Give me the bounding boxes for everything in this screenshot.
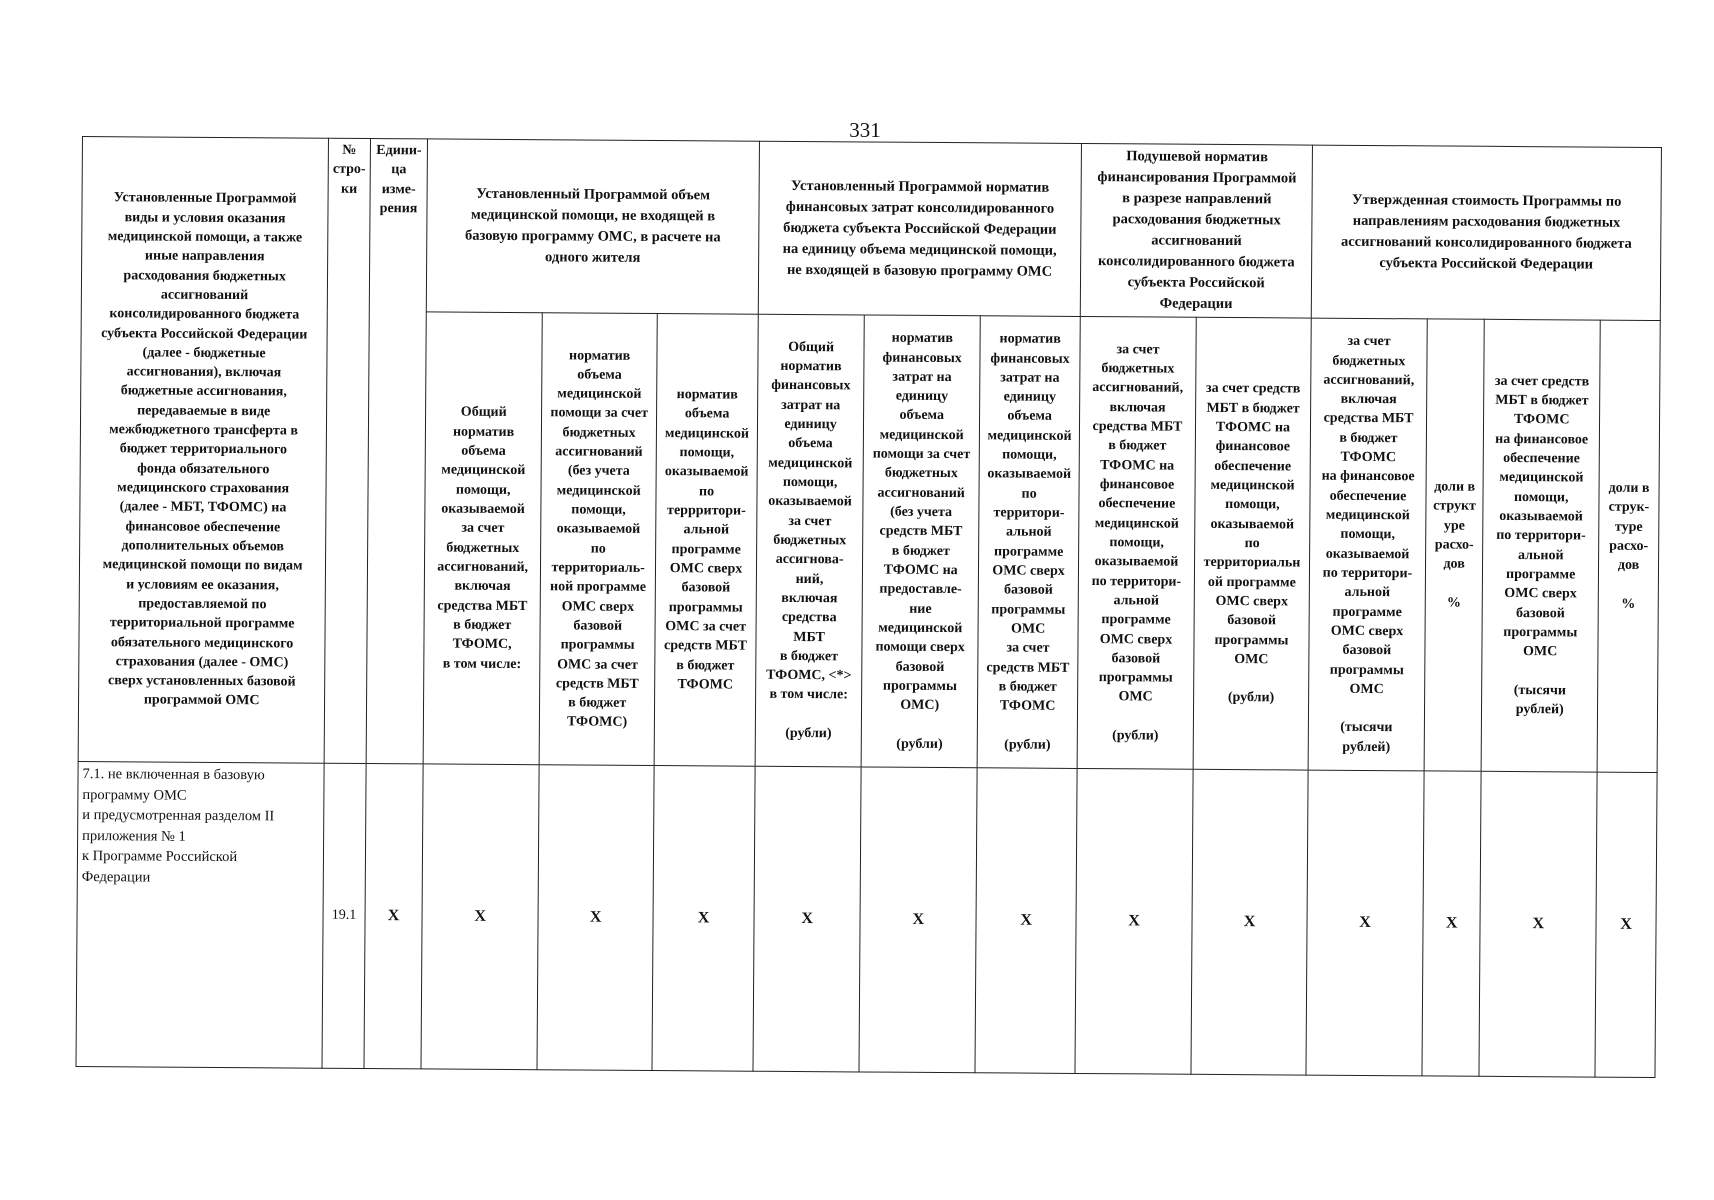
subheader-share-mbt: доли в струк- туре расхо- дов % xyxy=(1597,320,1660,772)
subheader-per-capita-budget: за счет бюджетных ассигнований, включая средства МБТ в бюджет ТФОМС на финансовое обеспечение медицинской помощи, оказываемой по территори- альной программе ОМС сверх базовой программы ОМС (рубли) xyxy=(1077,317,1196,770)
cell-total-cost-norm: X xyxy=(753,766,862,1072)
subheader-cost-budget: за счет бюджетных ассигнований, включая средства МБТ в бюджет ТФОМС на финансовое обеспечение медицинской помощи, оказываемой по территори- альной программе ОМС сверх базовой программы ОМС (тысячи рублей) xyxy=(1308,318,1427,771)
cell-total-volume: X xyxy=(421,764,539,1070)
subheader-mbt-volume: норматив объема медицинской помощи, оказываемой по террритори- альной программе ОМС сверх базовой программы ОМС за счет средств МБТ в бюджет ТФОМС xyxy=(655,314,758,767)
header-group-cost-norm: Установленный Программой норматив финансовых затрат консолидированного бюджета субъекта Российской Федерации на единицу объема медицинской помощи, не входящей в базовую программу ОМС xyxy=(758,141,1082,316)
cell-cost-mbt: X xyxy=(1479,771,1597,1077)
cell-per-capita-budget: X xyxy=(1075,769,1193,1075)
subheader-total-volume: Общий норматив объема медицинской помощи, оказываемой за счет бюджетных ассигнований, включая средства МБТ в бюджет ТФОМС, в том числе: xyxy=(424,312,543,765)
cell-cost-budget: X xyxy=(1306,770,1424,1076)
cell-budget-volume: X xyxy=(537,765,655,1071)
subheader-mbt-cost-norm: норматив финансовых затрат на единицу объема медицинской помощи, оказываемой по территори- альной программе ОМС сверх базовой программы ОМС за счет средств МБТ в бюджет ТФОМС (рубли) xyxy=(977,316,1080,769)
subheader-per-capita-mbt: за счет средств МБТ в бюджет ТФОМС на финансовое обеспечение медицинской помощи, оказываемой по территориальн ой программе ОМС сверх базовой программы ОМС (рубли) xyxy=(1193,317,1312,770)
header-line-number: № стро- ки xyxy=(324,138,370,763)
cell-share-budget: X xyxy=(1422,771,1482,1076)
row-label: 7.1. не включенная в базовую программу ОМС и предусмотренная разделом II приложения № 1 к Программе Российской Федерации xyxy=(76,762,324,1069)
page-number: 331 xyxy=(849,118,881,142)
cell-share-mbt: X xyxy=(1595,772,1657,1077)
subheader-total-cost-norm: Общий норматив финансовых затрат на единицу объема медицинской помощи, оказываемой за счет бюджетных ассигнова- ний, включая средства МБТ в бюджет ТФОМС, <*> в том числе: (рубли) xyxy=(755,314,865,767)
header-row-groups xyxy=(81,137,1661,321)
cell-per-capita-mbt: X xyxy=(1191,769,1309,1075)
cell-mbt-volume: X xyxy=(652,766,754,1072)
subheader-budget-cost-norm: норматив финансовых затрат на единицу объема медицинской помощи за счет бюджетных ассигнований (без учета средств МБТ в бюджет ТФОМС на предоставле- ние медицинской помощи сверх базовой программы ОМС) (рубли) xyxy=(862,315,981,768)
cell-mbt-cost-norm: X xyxy=(975,768,1077,1074)
header-group-per-capita: Подушевой норматив финансирования Программой в разрезе направлений расходования бюджетных ассигнований консолидированного бюджета субъекта Российской Федерации xyxy=(1080,143,1312,318)
row-unit: X xyxy=(364,764,424,1069)
row-line-number: 19.1 xyxy=(322,763,366,1068)
table-sheet xyxy=(76,136,1662,1077)
program-cost-table xyxy=(75,136,1661,1078)
subheader-share-budget: доли в структ уре расхо- дов % xyxy=(1424,319,1485,771)
subheader-cost-mbt: за счет средств МБТ в бюджет ТФОМС на финансовое обеспечение медицинской помощи, оказываемой по территори- альной программе ОМС сверх базовой программы ОМС (тысячи рублей) xyxy=(1482,319,1601,772)
header-group-program-cost: Утвержденная стоимость Программы по направлениям расходования бюджетных ассигнований консолидированного бюджета субъекта Российской Федерации xyxy=(1311,145,1661,321)
table-row xyxy=(76,762,1657,1078)
cell-budget-cost-norm: X xyxy=(859,767,977,1073)
subheader-budget-volume: норматив объема медицинской помощи за счет бюджетных ассигнований (без учета медицинской помощи, оказываемой по территориаль- ной программе ОМС сверх базовой программы ОМС за счет средств МБТ в бюджет ТФОМС) xyxy=(539,313,658,766)
header-group-volume: Установленный Программой объем медицинской помощи, не входящей в базовую программу ОМС, в расчете на одного жителя xyxy=(427,139,759,314)
header-unit: Едини- ца изме- рения xyxy=(366,139,428,765)
header-type-of-care: Установленные Программой виды и условия оказания медицинской помощи, а также иные направления расходования бюджетных ассигнований консолидированного бюджета субъекта Российской Федерации (далее - бюджетные ассигнования), включая бюджетные ассигнования, передаваемые в виде межбюджетного трансферта в бюджет территориального фонда обязательного медицинского страхования (далее - МБТ, ТФОМС) на финансовое обеспечение дополнительных объемов медицинской помощи по видам и условиям ее оказания, предоставляемой по территориальной программе обязательного медицинского страхования (далее - ОМС) сверх установленных базовой программой ОМС xyxy=(78,137,329,764)
